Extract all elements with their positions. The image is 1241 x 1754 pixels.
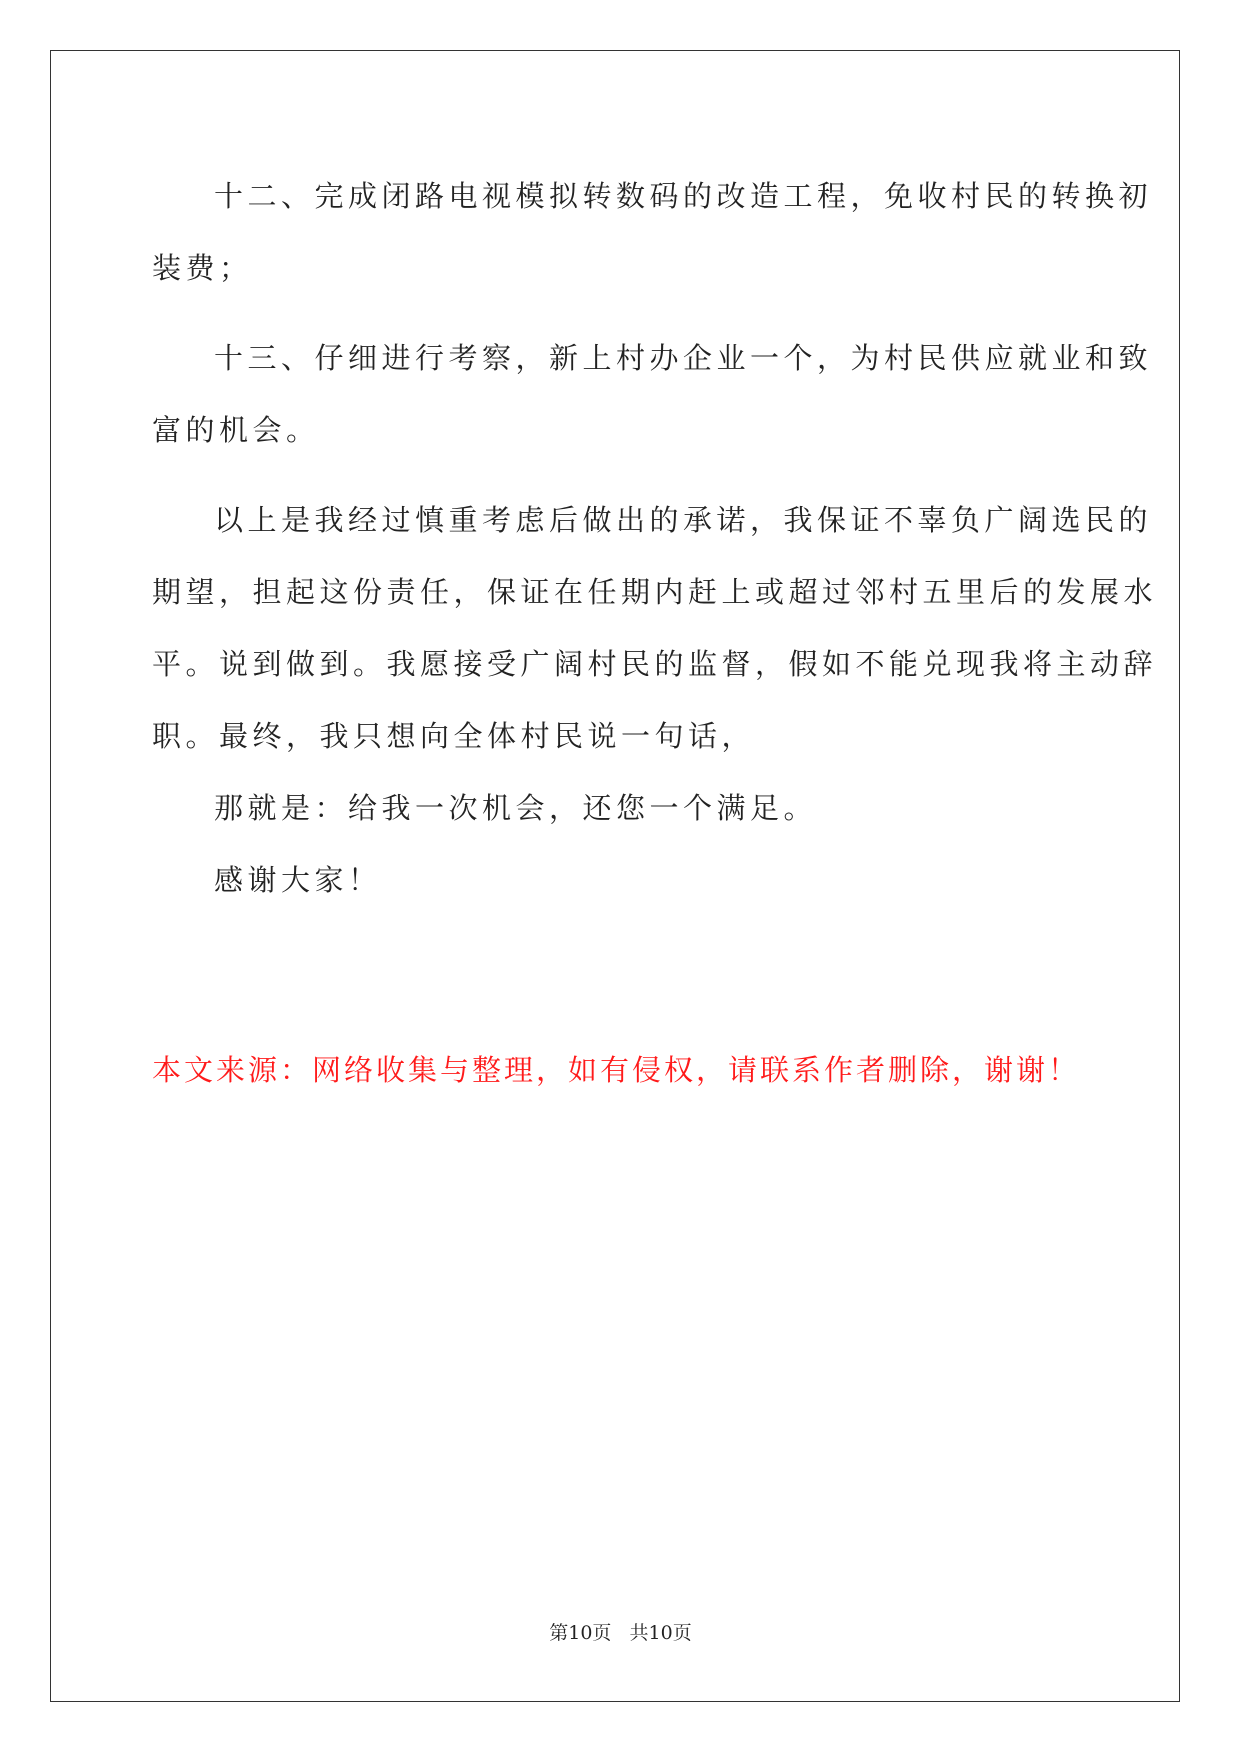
paragraph-item-12-line-2: 装费； [152, 251, 253, 285]
paragraph-commitment-line-1: 以上是我经过慎重考虑后做出的承诺，我保证不辜负广阔选民的 [214, 503, 1153, 537]
paragraph-item-13-line-1: 十三、仔细进行考察，新上村办企业一个，为村民供应就业和致 [214, 341, 1153, 375]
paragraph-thanks: 感谢大家！ [214, 863, 382, 897]
paragraph-commitment-line-2: 期望，担起这份责任，保证在任期内赶上或超过邻村五里后的发展水 [152, 575, 1158, 609]
paragraph-item-13-line-2: 富的机会。 [152, 413, 320, 447]
paragraph-commitment-line-4: 职。最终，我只想向全体村民说一句话， [152, 719, 756, 753]
source-note: 本文来源：网络收集与整理，如有侵权，请联系作者删除，谢谢！ [152, 1053, 1081, 1087]
paragraph-commitment-line-3: 平。说到做到。我愿接受广阔村民的监督，假如不能兑现我将主动辞 [152, 647, 1158, 681]
page-footer: 第10页 共10页 [549, 1622, 692, 1644]
paragraph-item-12-line-1: 十二、完成闭路电视模拟转数码的改造工程，免收村民的转换初 [214, 179, 1153, 213]
paragraph-closing: 那就是：给我一次机会，还您一个满足。 [214, 791, 818, 825]
